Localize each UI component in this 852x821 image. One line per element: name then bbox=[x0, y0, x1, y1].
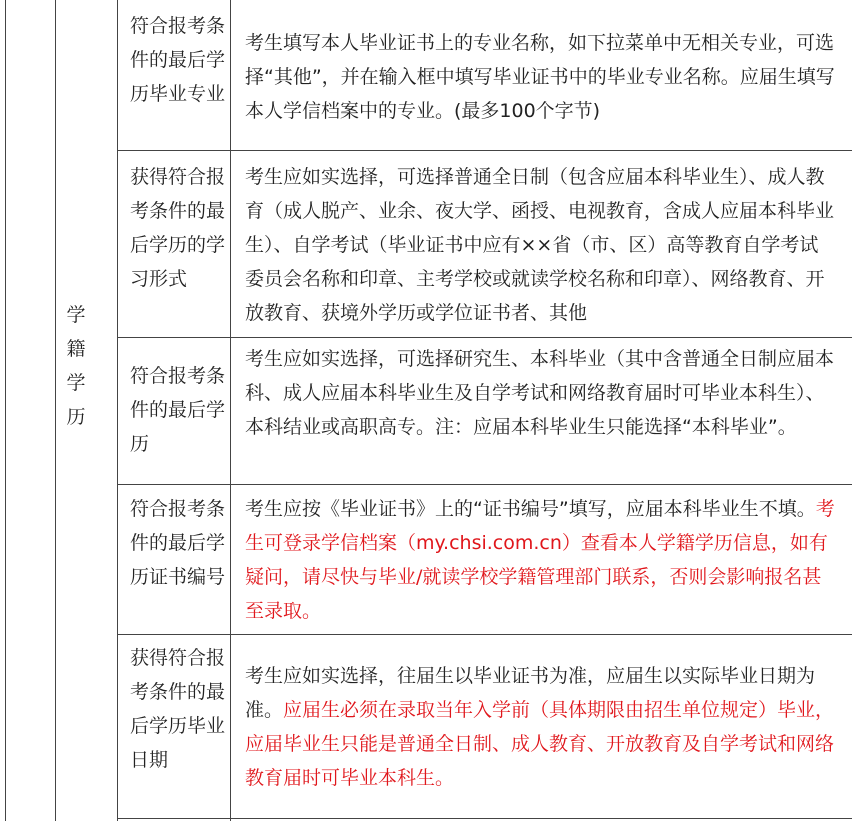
group-label-char: 学 bbox=[66, 372, 86, 394]
table-border-left bbox=[5, 0, 6, 821]
group-label-char: 历 bbox=[66, 406, 86, 428]
group-label-char: 学 bbox=[66, 304, 86, 326]
field-description bbox=[231, 659, 852, 795]
table-border bbox=[55, 0, 56, 821]
description-text: 考生应如实选择，可选择普通全日制（包含应届本科毕业生）、成人教育（成人脱产、业余、夜大学、函授、电视教育，含成人应届本科毕业生）、自学考试（毕业证书中应有××省（市、区）高等教育自学考试委员会名称和印章、主考学校或就读学校名称和印章）、网络教育、开放教育、获境外学历或学位证书者、其他 bbox=[245, 166, 835, 324]
row-divider bbox=[117, 150, 852, 151]
field-label: 符合报考条件的最后学历毕业专业 bbox=[130, 15, 226, 105]
field-label: 符合报考条件的最后学历 bbox=[130, 365, 226, 455]
group-label bbox=[58, 298, 94, 434]
field-label: 符合报考条件的最后学历证书编号 bbox=[130, 498, 226, 588]
row-divider bbox=[117, 484, 852, 485]
row-divider bbox=[117, 818, 852, 819]
description-text: 考生应如实选择，往届生以毕业证书为准，应届生以实际毕业日期为准。 bbox=[245, 665, 816, 721]
description-warning: 考生可登录学信档案（my.chsi.com.cn）查看本人学籍学历信息，如有疑问，请尽快与毕业/就读学校学籍管理部门联系，否则会影响报名甚至录取。 bbox=[245, 498, 835, 622]
row-divider bbox=[117, 634, 852, 635]
field-description bbox=[231, 342, 852, 444]
field-description bbox=[231, 26, 852, 128]
description-text: 考生填写本人毕业证书上的专业名称，如下拉菜单中无相关专业，可选择“其他”，并在输入框中填写毕业证书中的毕业专业名称。应届生填写本人学信档案中的专业。(最多100个字节) bbox=[245, 32, 835, 122]
description-text: 考生应如实选择，可选择研究生、本科毕业（其中含普通全日制应届本科、成人应届本科毕业生及自学考试和网络教育届时可毕业本科生）、本科结业或高职高专。注：应届本科毕业生只能选择“本科毕业”。 bbox=[245, 348, 835, 438]
field-label: 获得符合报考条件的最后学历毕业日期 bbox=[130, 647, 226, 771]
description-warning: 应届生必须在录取当年入学前（具体期限由招生单位规定）毕业，应届毕业生只能是普通全日制、成人教育、开放教育及自学考试和网络教育届时可毕业本科生。 bbox=[245, 699, 835, 789]
row-divider bbox=[117, 337, 852, 338]
group-label-char: 籍 bbox=[66, 338, 86, 360]
field-label: 获得符合报考条件的最后学历的学习形式 bbox=[130, 166, 226, 290]
description-text: 考生应按《毕业证书》上的“证书编号”填写，应届本科毕业生不填。 bbox=[245, 498, 816, 520]
field-description bbox=[231, 160, 852, 330]
field-description bbox=[231, 492, 852, 628]
